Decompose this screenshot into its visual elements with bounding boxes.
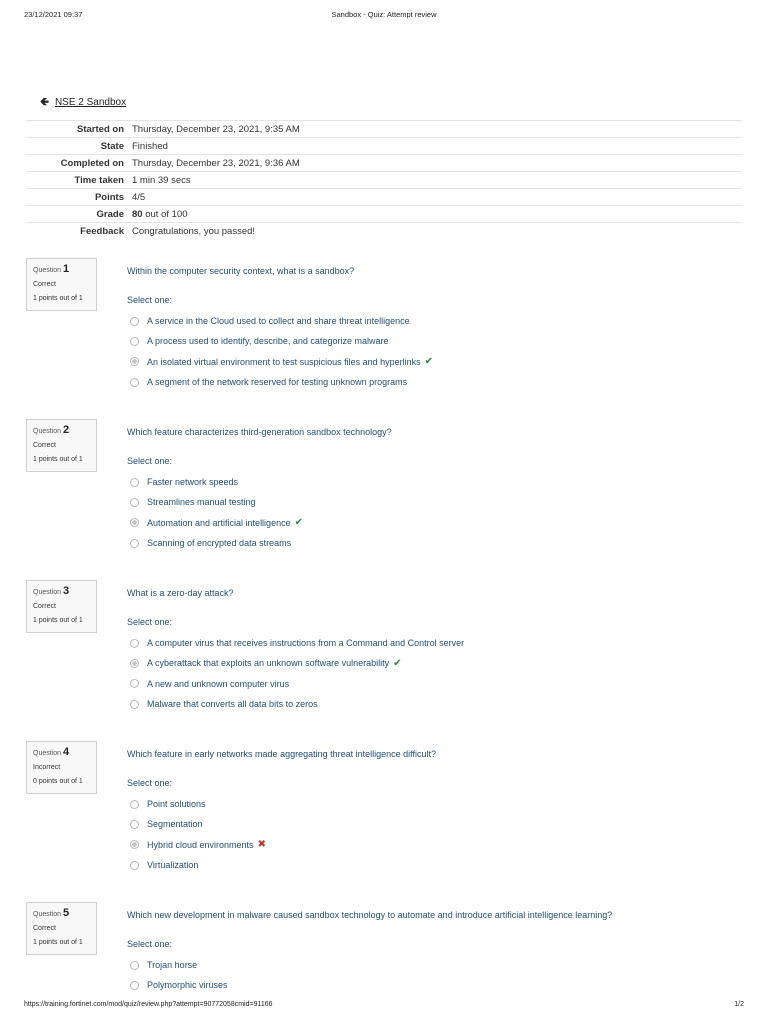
answer-list [130,955,228,996]
answer-option[interactable] [130,694,464,714]
summary-row [26,138,742,155]
radio-icon[interactable] [130,498,139,507]
question-text: Within the computer security context, what is a sandbox? [127,266,355,276]
answer-option[interactable] [130,311,433,331]
answer-text: Virtualization [147,860,199,871]
radio-icon[interactable] [130,518,139,527]
question-info [26,258,97,311]
answer-option[interactable] [130,855,266,875]
radio-icon[interactable] [130,357,139,366]
answer-text: Segmentation [147,819,203,830]
summary-value [132,206,742,223]
radio-icon[interactable] [130,820,139,829]
radio-icon[interactable] [130,679,139,688]
select-one-prompt: Select one: [127,939,173,949]
summary-row [26,155,742,172]
answer-option[interactable] [130,492,303,512]
answer-option[interactable] [130,533,303,553]
summary-value: Thursday, December 23, 2021, 9:36 AM [132,157,300,169]
question-number-line [33,424,96,436]
radio-icon[interactable] [130,700,139,709]
back-link-label: NSE 2 Sandbox [54,97,127,108]
summary-row [26,223,742,240]
radio-icon[interactable] [130,800,139,809]
answer-option[interactable] [130,472,303,492]
answer-list [130,472,303,553]
attempt-summary-table [26,120,742,240]
answer-option[interactable] [130,653,464,673]
summary-value: 1 min 39 secs [132,174,191,186]
summary-label: State [100,140,124,152]
radio-icon[interactable] [130,539,139,548]
question-label: Question [33,267,62,274]
question-info [26,580,97,633]
question-label: Question [33,750,62,757]
question-label: Question [33,911,62,918]
radio-icon[interactable] [130,861,139,870]
radio-icon[interactable] [130,840,139,849]
summary-label: Grade [96,208,124,220]
question-state: Correct [33,603,56,610]
summary-label: Points [94,191,124,203]
summary-label: Started on [77,123,124,135]
answer-option[interactable] [130,331,433,351]
summary-value: Congratulations, you passed! [132,225,256,237]
back-link[interactable] [40,93,126,112]
select-one-prompt: Select one: [127,778,173,788]
question-grade: 1 points out of 1 [33,617,83,624]
question-grade: 1 points out of 1 [33,456,83,463]
question-number: 5 [63,907,70,919]
summary-value: 4/5 [132,191,146,203]
summary-label: Feedback [80,225,124,237]
answer-option[interactable] [130,835,266,855]
check-icon: ✔ [424,356,434,368]
arrow-left-icon: 🡸 [40,96,49,108]
question-state: Correct [33,925,56,932]
answer-text: Faster network speeds [147,477,239,488]
answer-text: Polymorphic viruses [147,980,228,991]
question-state: Correct [33,281,56,288]
grade-score: 80 [132,208,143,220]
question-grade: 0 points out of 1 [33,778,83,785]
check-icon: ✔ [393,657,402,669]
answer-option[interactable] [130,814,266,834]
question-label: Question [33,428,62,435]
answer-text: Trojan horse [147,960,198,971]
question-text: Which new development in malware caused sandbox technology to automate and introduce artificial intelligence learning? [127,910,613,920]
answer-text: A service in the Cloud used to collect and share threat intelligence [147,316,410,327]
question-number-line [33,263,96,275]
answer-text: Point solutions [147,799,206,810]
question-number: 2 [63,424,70,436]
question-state: Correct [33,442,56,449]
answer-list [130,311,433,392]
answer-option[interactable] [130,975,228,995]
summary-label: Time taken [74,174,124,186]
question-state: Incorrect [33,764,61,771]
answer-text: A computer virus that receives instructions from a Command and Control server [147,638,465,649]
question-number-line [33,746,96,758]
answer-option[interactable] [130,513,303,533]
answer-text: Hybrid cloud environments [147,839,254,850]
answer-text: A process used to identify, describe, and categorize malware [147,336,389,347]
question-grade: 1 points out of 1 [33,939,83,946]
radio-icon[interactable] [130,337,139,346]
answer-option[interactable] [130,794,266,814]
print-page-number: 1/2 [734,1001,744,1008]
print-date: 23/12/2021 09:37 [24,10,83,19]
summary-row [26,206,742,223]
summary-value: Finished [132,140,168,152]
answer-text: A segment of the network reserved for testing unknown programs [147,377,408,388]
question-info [26,902,97,955]
question-text: Which feature in early networks made aggregating threat intelligence difficult? [127,749,437,759]
select-one-prompt: Select one: [127,617,173,627]
question-number: 3 [63,585,70,597]
radio-icon[interactable] [130,659,139,668]
answer-option[interactable] [130,633,464,653]
answer-text: A cyberattack that exploits an unknown software vulnerability [147,658,390,669]
summary-row [26,172,742,189]
radio-icon[interactable] [130,639,139,648]
answer-text: Streamlines manual testing [147,497,256,508]
question-info [26,419,97,472]
cross-icon: ✖ [257,839,266,851]
select-one-prompt: Select one: [127,295,173,305]
radio-icon[interactable] [130,981,139,990]
print-header [0,10,768,22]
question-number: 4 [63,746,70,758]
answer-list [130,633,464,714]
answer-text: Automation and artificial intelligence [147,517,291,528]
question-info [26,741,97,794]
summary-row [26,121,742,138]
answer-option[interactable] [130,352,433,372]
summary-value: Thursday, December 23, 2021, 9:35 AM [132,123,300,135]
question-text: Which feature characterizes third-generation sandbox technology? [127,427,392,437]
radio-icon[interactable] [130,478,139,487]
print-url: https://training.fortinet.com/mod/quiz/review.php?attempt=90772058cmid=91166 [24,1001,273,1008]
question-grade: 1 points out of 1 [33,295,83,302]
print-title: Sandbox - Quiz: Attempt review [331,10,437,19]
question-number-line [33,585,96,597]
answer-text: Scanning of encrypted data streams [147,538,292,549]
summary-label: Completed on [60,157,124,169]
answer-option[interactable] [130,674,464,694]
question-number: 1 [63,263,70,275]
check-icon: ✔ [294,517,303,529]
answer-text: Malware that converts all data bits to zeros [147,699,318,710]
answer-list [130,794,266,875]
grade-out-of: out of 100 [145,208,188,220]
answer-text: A new and unknown computer virus [147,678,290,689]
radio-icon[interactable] [130,961,139,970]
answer-option[interactable] [130,955,228,975]
question-text: What is a zero-day attack? [127,588,234,598]
summary-row [26,189,742,206]
select-one-prompt: Select one: [127,456,173,466]
answer-option[interactable] [130,372,433,392]
answer-text: An isolated virtual environment to test suspicious files and hyperlinks [147,356,421,367]
radio-icon[interactable] [130,317,139,326]
radio-icon[interactable] [130,378,139,387]
question-number-line [33,907,96,919]
question-label: Question [33,589,62,596]
